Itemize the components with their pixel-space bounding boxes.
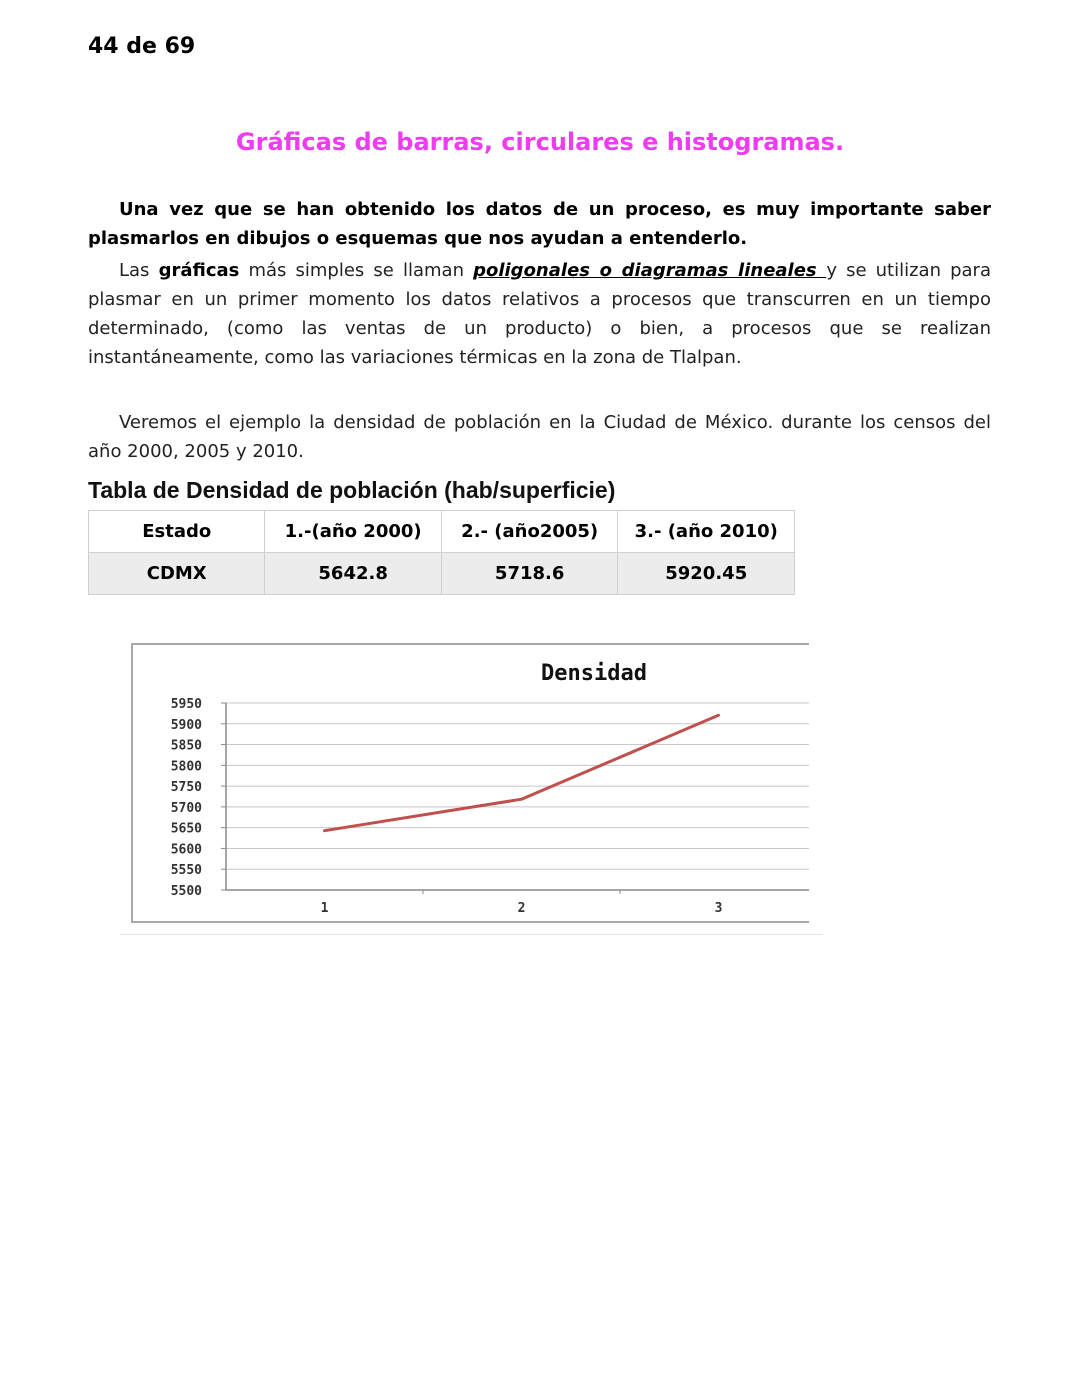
p2-text-c: y se utilizan para plasmar en un primer momento los datos relativos a procesos que transcurren en un tiempo determinado, (como las ventas de un producto) o bien, a procesos que se realizan instantáneamente, como las variaciones térmicas en la zona de Tlalpan. <box>88 260 991 368</box>
y-tick-label: 5950 <box>170 697 202 712</box>
header-cell-2000: 1.-(año 2000) <box>265 511 441 553</box>
y-tick-label: 5600 <box>170 842 202 858</box>
y-tick-label: 5550 <box>170 863 202 879</box>
header-cell-estado: Estado <box>89 511 265 553</box>
p2-text-b: más simples se llaman <box>239 260 474 281</box>
density-chart <box>120 632 823 935</box>
cell-value-2005: 5718.6 <box>441 553 618 595</box>
y-tick-label: 5850 <box>170 738 202 754</box>
header-cell-2010: 3.- (año 2010) <box>618 511 795 553</box>
y-tick-label: 5500 <box>170 884 202 899</box>
table-row <box>89 553 795 595</box>
y-tick-label: 5650 <box>170 821 202 837</box>
p2-underlined-term: poligonales o diagramas lineales <box>473 260 827 281</box>
table-title: Tabla de Densidad de población (hab/superficie) <box>88 477 616 503</box>
graphs-paragraph <box>88 256 991 372</box>
x-axis-ticks <box>321 890 723 916</box>
chart-gridlines <box>226 703 809 890</box>
page-number: 44 de 69 <box>88 34 196 59</box>
y-tick-label: 5750 <box>170 780 202 796</box>
y-tick-label: 5800 <box>170 759 202 775</box>
p3-text: Veremos el ejemplo la densidad de población en la Ciudad de México. durante los censos del año 2000, 2005 y 2010. <box>88 412 991 462</box>
intro-text: Una vez que se han obtenido los datos de un proceso, es muy importante saber plasmarlos en dibujos o esquemas que nos ayudan a entenderlo. <box>88 199 991 249</box>
example-paragraph <box>88 408 991 466</box>
table-header-row <box>89 511 795 553</box>
y-axis-ticks <box>171 697 226 899</box>
y-tick-label: 5700 <box>170 800 202 816</box>
cell-value-2000: 5642.8 <box>265 553 441 595</box>
header-cell-2005: 2.- (año2005) <box>441 511 618 553</box>
p2-bold-term: gráficas <box>158 260 240 281</box>
series-line-densidad <box>325 715 719 830</box>
section-title: Gráficas de barras, circulares e histogramas. <box>235 128 845 156</box>
chart-frame <box>132 644 809 922</box>
p2-text-a: Las <box>119 260 159 281</box>
chart-svg <box>120 632 823 934</box>
x-tick-label: 1 <box>320 901 329 916</box>
cell-state: CDMX <box>89 553 265 595</box>
density-table <box>88 510 795 595</box>
x-tick-label: 2 <box>517 901 526 916</box>
intro-paragraph <box>88 195 991 253</box>
y-tick-label: 5900 <box>170 717 202 733</box>
x-tick-label: 3 <box>714 901 723 916</box>
chart-title: Densidad <box>541 661 647 686</box>
cell-value-2010: 5920.45 <box>618 553 795 595</box>
